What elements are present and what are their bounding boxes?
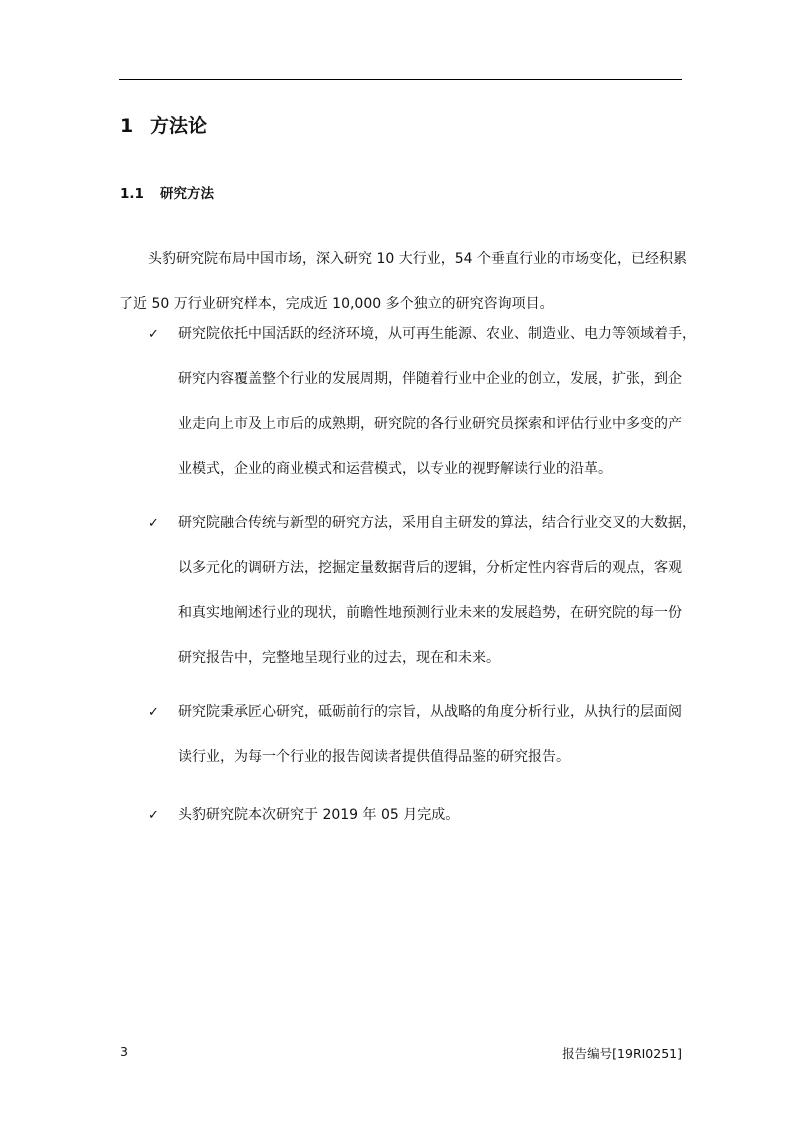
header-rule xyxy=(119,79,682,80)
bullet-line: 头豹研究院本次研究于 2019 年 05 月完成。 xyxy=(178,807,460,823)
bullet-line: 和真实地阐述行业的现状，前瞻性地预测行业未来的发展趋势，在研究院的每一份 xyxy=(178,605,682,621)
checkmark-icon: ✓ xyxy=(148,516,159,531)
bullet-line: 研究内容覆盖整个行业的发展周期，伴随着行业中企业的创立，发展，扩张，到企 xyxy=(178,371,682,387)
bullet-item xyxy=(148,793,684,838)
section-number: 1 xyxy=(120,115,134,137)
bullet-item xyxy=(148,312,696,492)
checkmark-icon: ✓ xyxy=(148,808,159,823)
bullet-item xyxy=(148,501,696,681)
intro-line: 了近 50 万行业研究样本，完成近 10,000 多个独立的研究咨询项目。 xyxy=(119,296,554,312)
bullet-item xyxy=(148,690,684,780)
intro-line: 头豹研究院布局中国市场，深入研究 10 大行业，54 个垂直行业的市场变化，已经积累 xyxy=(148,251,687,267)
subsection-heading xyxy=(120,182,214,202)
bullet-line: 研究报告中，完整地呈现行业的过去，现在和未来。 xyxy=(178,650,500,666)
bullet-line: 业走向上市及上市后的成熟期，研究院的各行业研究员探索和评估行业中多变的产 xyxy=(178,416,682,432)
checkmark-icon: ✓ xyxy=(148,705,159,720)
subsection-title: 研究方法 xyxy=(160,186,214,202)
bullet-line: 业模式，企业的商业模式和运营模式，以专业的视野解读行业的沿革。 xyxy=(178,461,612,477)
checkmark-icon: ✓ xyxy=(148,327,159,342)
section-heading xyxy=(120,111,207,138)
bullet-line: 研究院融合传统与新型的研究方法，采用自主研发的算法，结合行业交叉的大数据， xyxy=(178,515,696,531)
section-title: 方法论 xyxy=(150,115,208,137)
subsection-number: 1.1 xyxy=(120,186,144,202)
bullet-line: 研究院依托中国活跃的经济环境，从可再生能源、农业、制造业、电力等领域着手， xyxy=(178,326,696,342)
bullet-line: 读行业，为每一个行业的报告阅读者提供值得品鉴的研究报告。 xyxy=(178,749,570,765)
report-id: 报告编号[19RI0251] xyxy=(562,1046,682,1061)
bullet-line: 以多元化的调研方法，挖掘定量数据背后的逻辑，分析定性内容背后的观点，客观 xyxy=(178,560,682,576)
bullet-line: 研究院秉承匠心研究，砥砺前行的宗旨，从战略的角度分析行业，从执行的层面阅 xyxy=(178,704,682,720)
page-number: 3 xyxy=(120,1044,128,1059)
